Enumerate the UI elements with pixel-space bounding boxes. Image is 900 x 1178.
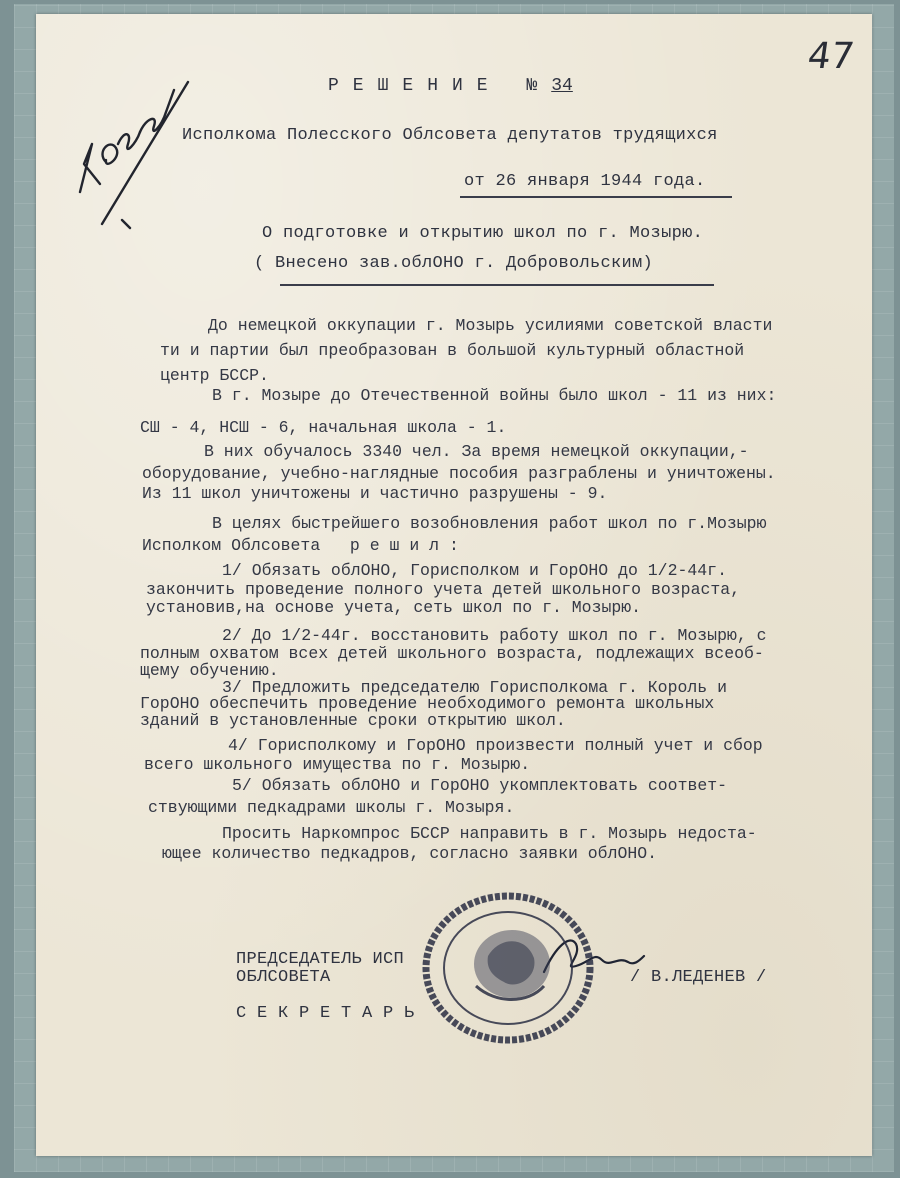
date-underline [460, 196, 732, 198]
chairman-title-2: ОБЛСОВЕТА [236, 968, 331, 987]
subject-underline [280, 284, 714, 286]
body-line: установив,на основе учета, сеть школ по г. Мозырю. [146, 598, 642, 617]
handwritten-margin-note [66, 52, 196, 242]
decision-heading: РЕШЕНИЕ №34 [328, 76, 573, 96]
resolution-item-2: 2/ До 1/2-44г. восстановить работу школ по г. Мозырю, с [222, 626, 767, 645]
resolution-item-3: 3/ Предложить председателю Горисполкома г. Король и [222, 678, 727, 697]
resolution-item-5: 5/ Обязать облОНО и ГорОНО укомплектовать соответ- [232, 776, 728, 795]
resolution-item-4: 4/ Горисполкому и ГорОНО произвести полный учет и сбор [228, 736, 763, 755]
archive-leaf-number: 47 [805, 36, 857, 77]
issuer-line: Исполкома Полесского Облсовета депутатов трудящихся [182, 126, 718, 145]
body-line: Исполком Облсовета р е ш и л : [142, 536, 459, 555]
body-line: центр БССР. [160, 366, 269, 385]
decision-number: 34 [551, 76, 573, 96]
body-line: полным охватом всех детей школьного возраста, подлежащих всеоб- [140, 644, 764, 663]
resolution-item-1: 1/ Обязать облОНО, Горисполком и ГорОНО до 1/2-44г. [222, 561, 727, 580]
body-line: оборудование, учебно-наглядные пособия разграблены и уничтожены. [142, 464, 776, 483]
body-line: До немецкой оккупации г. Мозырь усилиями советской власти [208, 316, 773, 335]
chairman-name: / В.ЛЕДЕНЕВ / [630, 968, 767, 987]
body-line: В г. Мозыре до Отечественной войны было школ - 11 из них: [212, 386, 777, 405]
body-line: СШ - 4, НСШ - 6, начальная школа - 1. [140, 418, 507, 437]
request-line: Просить Наркомпрос БССР направить в г. Мозырь недоста- [222, 824, 757, 843]
chairman-title: ПРЕДСЕДАТЕЛЬ ИСП [236, 950, 405, 969]
secretary-title: С Е К Р Е Т А Р Ь [236, 1004, 415, 1023]
body-line: всего школьного имущества по г. Мозырю. [144, 755, 531, 774]
body-line: ти и партии был преобразован в большой культурный областной [160, 341, 745, 360]
body-line: закончить проведение полного учета детей школьного возраста, [146, 580, 741, 599]
decision-date: от 26 января 1944 года. [464, 172, 706, 191]
submitted-by-line: ( Внесено зав.облОНО г. Добровольским) [254, 254, 654, 273]
document-page [36, 14, 872, 1156]
official-round-seal [416, 886, 606, 1046]
body-line: щему обучению. [140, 661, 279, 680]
body-line: В целях быстрейшего возобновления работ школ по г.Мозырю [212, 514, 767, 533]
body-line: ГорОНО обеспечить проведение необходимого ремонта школьных [140, 694, 715, 713]
body-line: ствующими педкадрами школы г. Мозыря. [148, 798, 515, 817]
body-line: Из 11 школ уничтожены и частично разрушены - 9. [142, 484, 608, 503]
body-line: ющее количество педкадров, согласно заявки облОНО. [162, 844, 658, 863]
body-line: зданий в установленные сроки открытию школ. [140, 711, 566, 730]
body-line: В них обучалось 3340 чел. За время немецкой оккупации,- [204, 442, 749, 461]
subject-line: О подготовке и открытию школ по г. Мозырю. [262, 224, 704, 243]
